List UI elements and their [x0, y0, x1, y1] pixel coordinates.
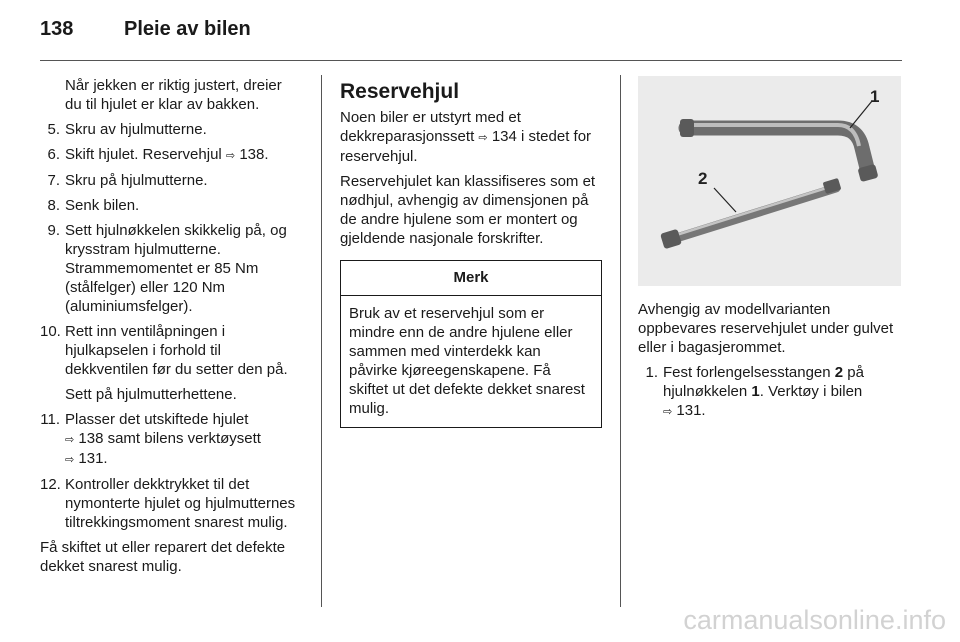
- intro-text: Når jekken er riktig justert, dreier du til hjulet er klar av bakken.: [65, 77, 282, 113]
- step-text: Skru av hjulmutterne.: [65, 121, 207, 138]
- step-number: 12.: [40, 476, 61, 493]
- callout-line-1: [850, 101, 872, 128]
- watermark: carmanualsonline.info: [683, 605, 946, 635]
- callout-line-2: [714, 188, 736, 212]
- step-text: Fest forlengelsesstangen: [663, 364, 831, 381]
- note-title: Merk: [341, 261, 601, 296]
- arrow-reference-icon: ⇨: [478, 131, 488, 144]
- list-item: [638, 363, 902, 421]
- extension-bar-highlight: [670, 185, 836, 237]
- step-number: 11.: [40, 411, 60, 428]
- paragraph: Reservehjulet kan klassifiseres som et nødhjul, avhengig av dimensjonen på de andre hjulene som er montert og gjeldende nasjonale forskrifter.: [340, 173, 596, 247]
- page-title: Pleie av bilen: [124, 18, 251, 40]
- step-number: 1.: [645, 364, 658, 381]
- page-reference[interactable]: 131.: [78, 450, 108, 467]
- column-divider: [620, 75, 621, 607]
- wheel-wrench-shape: [686, 128, 868, 172]
- list-item: [40, 171, 302, 190]
- column-1: [40, 76, 302, 582]
- page-reference[interactable]: 134 i stedet for reservehjul.: [340, 128, 592, 165]
- column-divider: [321, 75, 322, 607]
- step-text: Senk bilen.: [65, 197, 140, 214]
- part-number: 2: [834, 364, 844, 381]
- wheel-wrench-end: [680, 119, 694, 137]
- step-number: 9.: [47, 222, 60, 239]
- column-3: [638, 300, 902, 427]
- step-text: Plasser det utskiftede hjulet: [65, 411, 249, 428]
- callout-label-2: 2: [698, 169, 708, 188]
- column-2: [340, 76, 602, 428]
- step-number: 10.: [40, 323, 61, 340]
- list-item: [40, 410, 302, 469]
- list-item: [40, 475, 302, 532]
- section-heading: Reservehjul: [340, 80, 460, 103]
- arrow-reference-icon: ⇨: [663, 405, 673, 418]
- callout-label-1: 1: [870, 87, 880, 106]
- list-item: [40, 196, 302, 215]
- wheel-wrench-illustration: [638, 76, 901, 286]
- step-number: 6.: [47, 146, 60, 163]
- step-text: Skift hjulet. Reservehjul: [65, 146, 222, 163]
- list-item: [40, 145, 302, 165]
- page-header: [40, 18, 251, 41]
- step-subtext: Sett på hjulmutterhettene.: [65, 386, 237, 403]
- page-reference[interactable]: 138 samt bilens verktøysett: [78, 430, 261, 447]
- step-text: Skru på hjulmutterne.: [65, 172, 208, 189]
- header-rule: [40, 60, 902, 61]
- step-text: . Verktøy i bilen: [759, 383, 863, 400]
- step-text: Sett hjulnøkkelen skikkelig på, og krysstram hjulmutterne. Strammemomentet er 85 Nm (stålfelger) eller 120 Nm (aluminiumsfelger).: [65, 222, 287, 315]
- page-reference[interactable]: 138.: [239, 146, 269, 163]
- step-text: Kontroller dekktrykket til det nymonterte hjulet og hjulmutternes tiltrekkingsmoment snarest mulig.: [65, 476, 296, 531]
- paragraph-text: Noen biler er utstyrt med et dekkreparasjonssett: [340, 109, 521, 145]
- list-item: [40, 120, 302, 139]
- extension-bar-end: [660, 229, 682, 250]
- tool-illustration: [638, 76, 901, 286]
- step-number: 5.: [47, 121, 60, 138]
- page-number: 138: [40, 18, 74, 40]
- part-number: 1: [751, 383, 760, 400]
- step-text: på hjulnøkkelen: [663, 364, 864, 400]
- note-text: Bruk av et reservehjul som er mindre enn de andre hjulene eller sammen med vinterdekk kan påvirke kjøreegenskapene. Få skiftet ut det defekte dekket snarest mulig.: [349, 305, 585, 417]
- paragraph: [340, 108, 602, 166]
- paragraph: Avhengig av modellvarianten oppbevares reservehjulet under gulvet eller i bagasjerommet.: [638, 301, 894, 356]
- step-number: 8.: [47, 197, 60, 214]
- arrow-reference-icon: ⇨: [65, 433, 75, 446]
- arrow-reference-icon: ⇨: [65, 453, 75, 466]
- page-reference[interactable]: 131.: [676, 402, 706, 419]
- note-box: [340, 260, 602, 428]
- arrow-reference-icon: ⇨: [225, 149, 236, 162]
- step-text: Rett inn ventilåpningen i hjulkapselen i forhold til dekkventilen før du setter den på.: [65, 323, 288, 378]
- list-item: [40, 221, 302, 316]
- extension-bar-shape: [670, 188, 836, 240]
- list-item: [40, 322, 302, 404]
- closing-text: Få skiftet ut eller reparert det defekte dekket snarest mulig.: [40, 539, 286, 575]
- step-number: 7.: [47, 172, 60, 189]
